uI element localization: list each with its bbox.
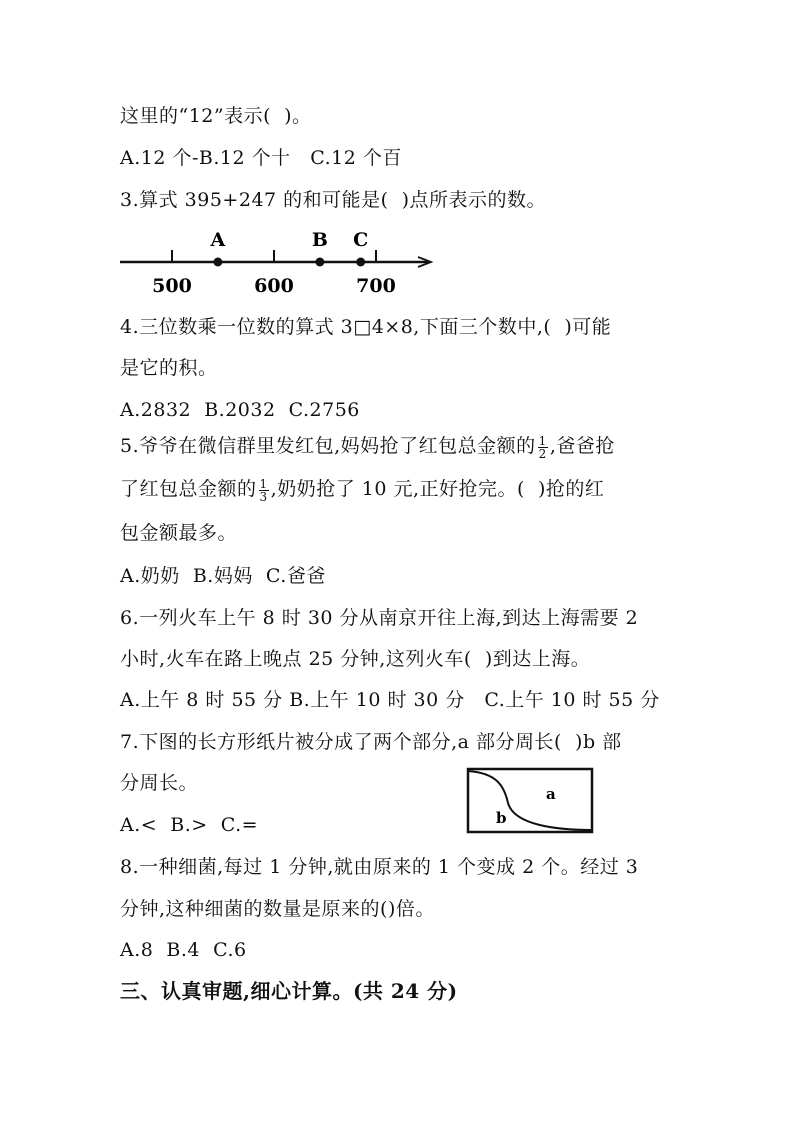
number-line-tick-label: 700 [356, 275, 396, 297]
number-line-point-label: B [311, 229, 328, 251]
q6-options: A.上午 8 时 55 分 B.上午 10 时 30 分 C.上午 10 时 55 分 [120, 689, 660, 711]
q5-stem [120, 434, 615, 460]
number-line-figure [118, 222, 438, 298]
q7-stem-cont: 分周长。 [120, 772, 199, 794]
number-line-tick-label: 500 [152, 275, 192, 297]
q4-options: A.2832 B.2032 C.2756 [120, 399, 360, 421]
q7-options: A.< B.> C.= [120, 814, 259, 836]
q7-stem: 7.下图的长方形纸片被分成了两个部分,a 部分周长( )b 部 [120, 731, 622, 753]
q5-stem-cont [120, 477, 604, 503]
q8-options: A.8 B.4 C.6 [120, 939, 247, 961]
q2-stem-tail: 这里的“12”表示( )。 [120, 105, 312, 127]
section-3-heading: 三、认真审题,细心计算。(共 24 分) [120, 979, 458, 1003]
region-a-label: a [546, 785, 556, 803]
q5-text-4: ,奶奶抢了 10 元,正好抢完。( )抢的红 [270, 478, 605, 500]
q4-stem: 4.三位数乘一位数的算式 3□4×8,下面三个数中,( )可能 [120, 316, 612, 338]
fraction-third-num: 1 [259, 476, 268, 491]
number-line-point-C [356, 258, 365, 267]
number-line-point-label: C [353, 229, 369, 251]
q5-options: A.奶奶 B.妈妈 C.爸爸 [120, 565, 326, 587]
number-line-tick-label: 600 [254, 275, 294, 297]
rectangle-split-figure [466, 767, 596, 835]
q6-stem-cont: 小时,火车在路上晚点 25 分钟,这列火车( )到达上海。 [120, 648, 591, 670]
number-line-point-label: A [210, 229, 226, 251]
q8-stem: 8.一种细菌,每过 1 分钟,就由原来的 1 个变成 2 个。经过 3 [120, 856, 639, 878]
q5-text-3: 了红包总金额的 [120, 478, 257, 500]
q3-stem: 3.算式 395+247 的和可能是( )点所表示的数。 [120, 189, 547, 211]
q2-options: A.12 个-B.12 个十 C.12 个百 [120, 147, 402, 169]
fraction-one-third [259, 478, 269, 503]
number-line-point-B [315, 258, 324, 267]
q5-text-2: ,爸爸抢 [549, 435, 615, 457]
q6-stem: 6.一列火车上午 8 时 30 分从南京开往上海,到达上海需要 2 [120, 607, 639, 629]
q4-stem-cont: 是它的积。 [120, 357, 218, 379]
region-b-label: b [496, 809, 507, 827]
fraction-one-half [538, 435, 548, 460]
number-line-point-A [213, 258, 222, 267]
q5-stem-end: 包金额最多。 [120, 522, 238, 544]
dividing-curve [468, 771, 592, 830]
fraction-half-den: 2 [538, 446, 547, 461]
q8-stem-cont: 分钟,这种细菌的数量是原来的()倍。 [120, 898, 435, 920]
q5-text-1: 5.爷爷在微信群里发红包,妈妈抢了红包总金额的 [120, 435, 536, 457]
fraction-half-num: 1 [538, 433, 547, 448]
fraction-third-den: 3 [259, 489, 268, 504]
